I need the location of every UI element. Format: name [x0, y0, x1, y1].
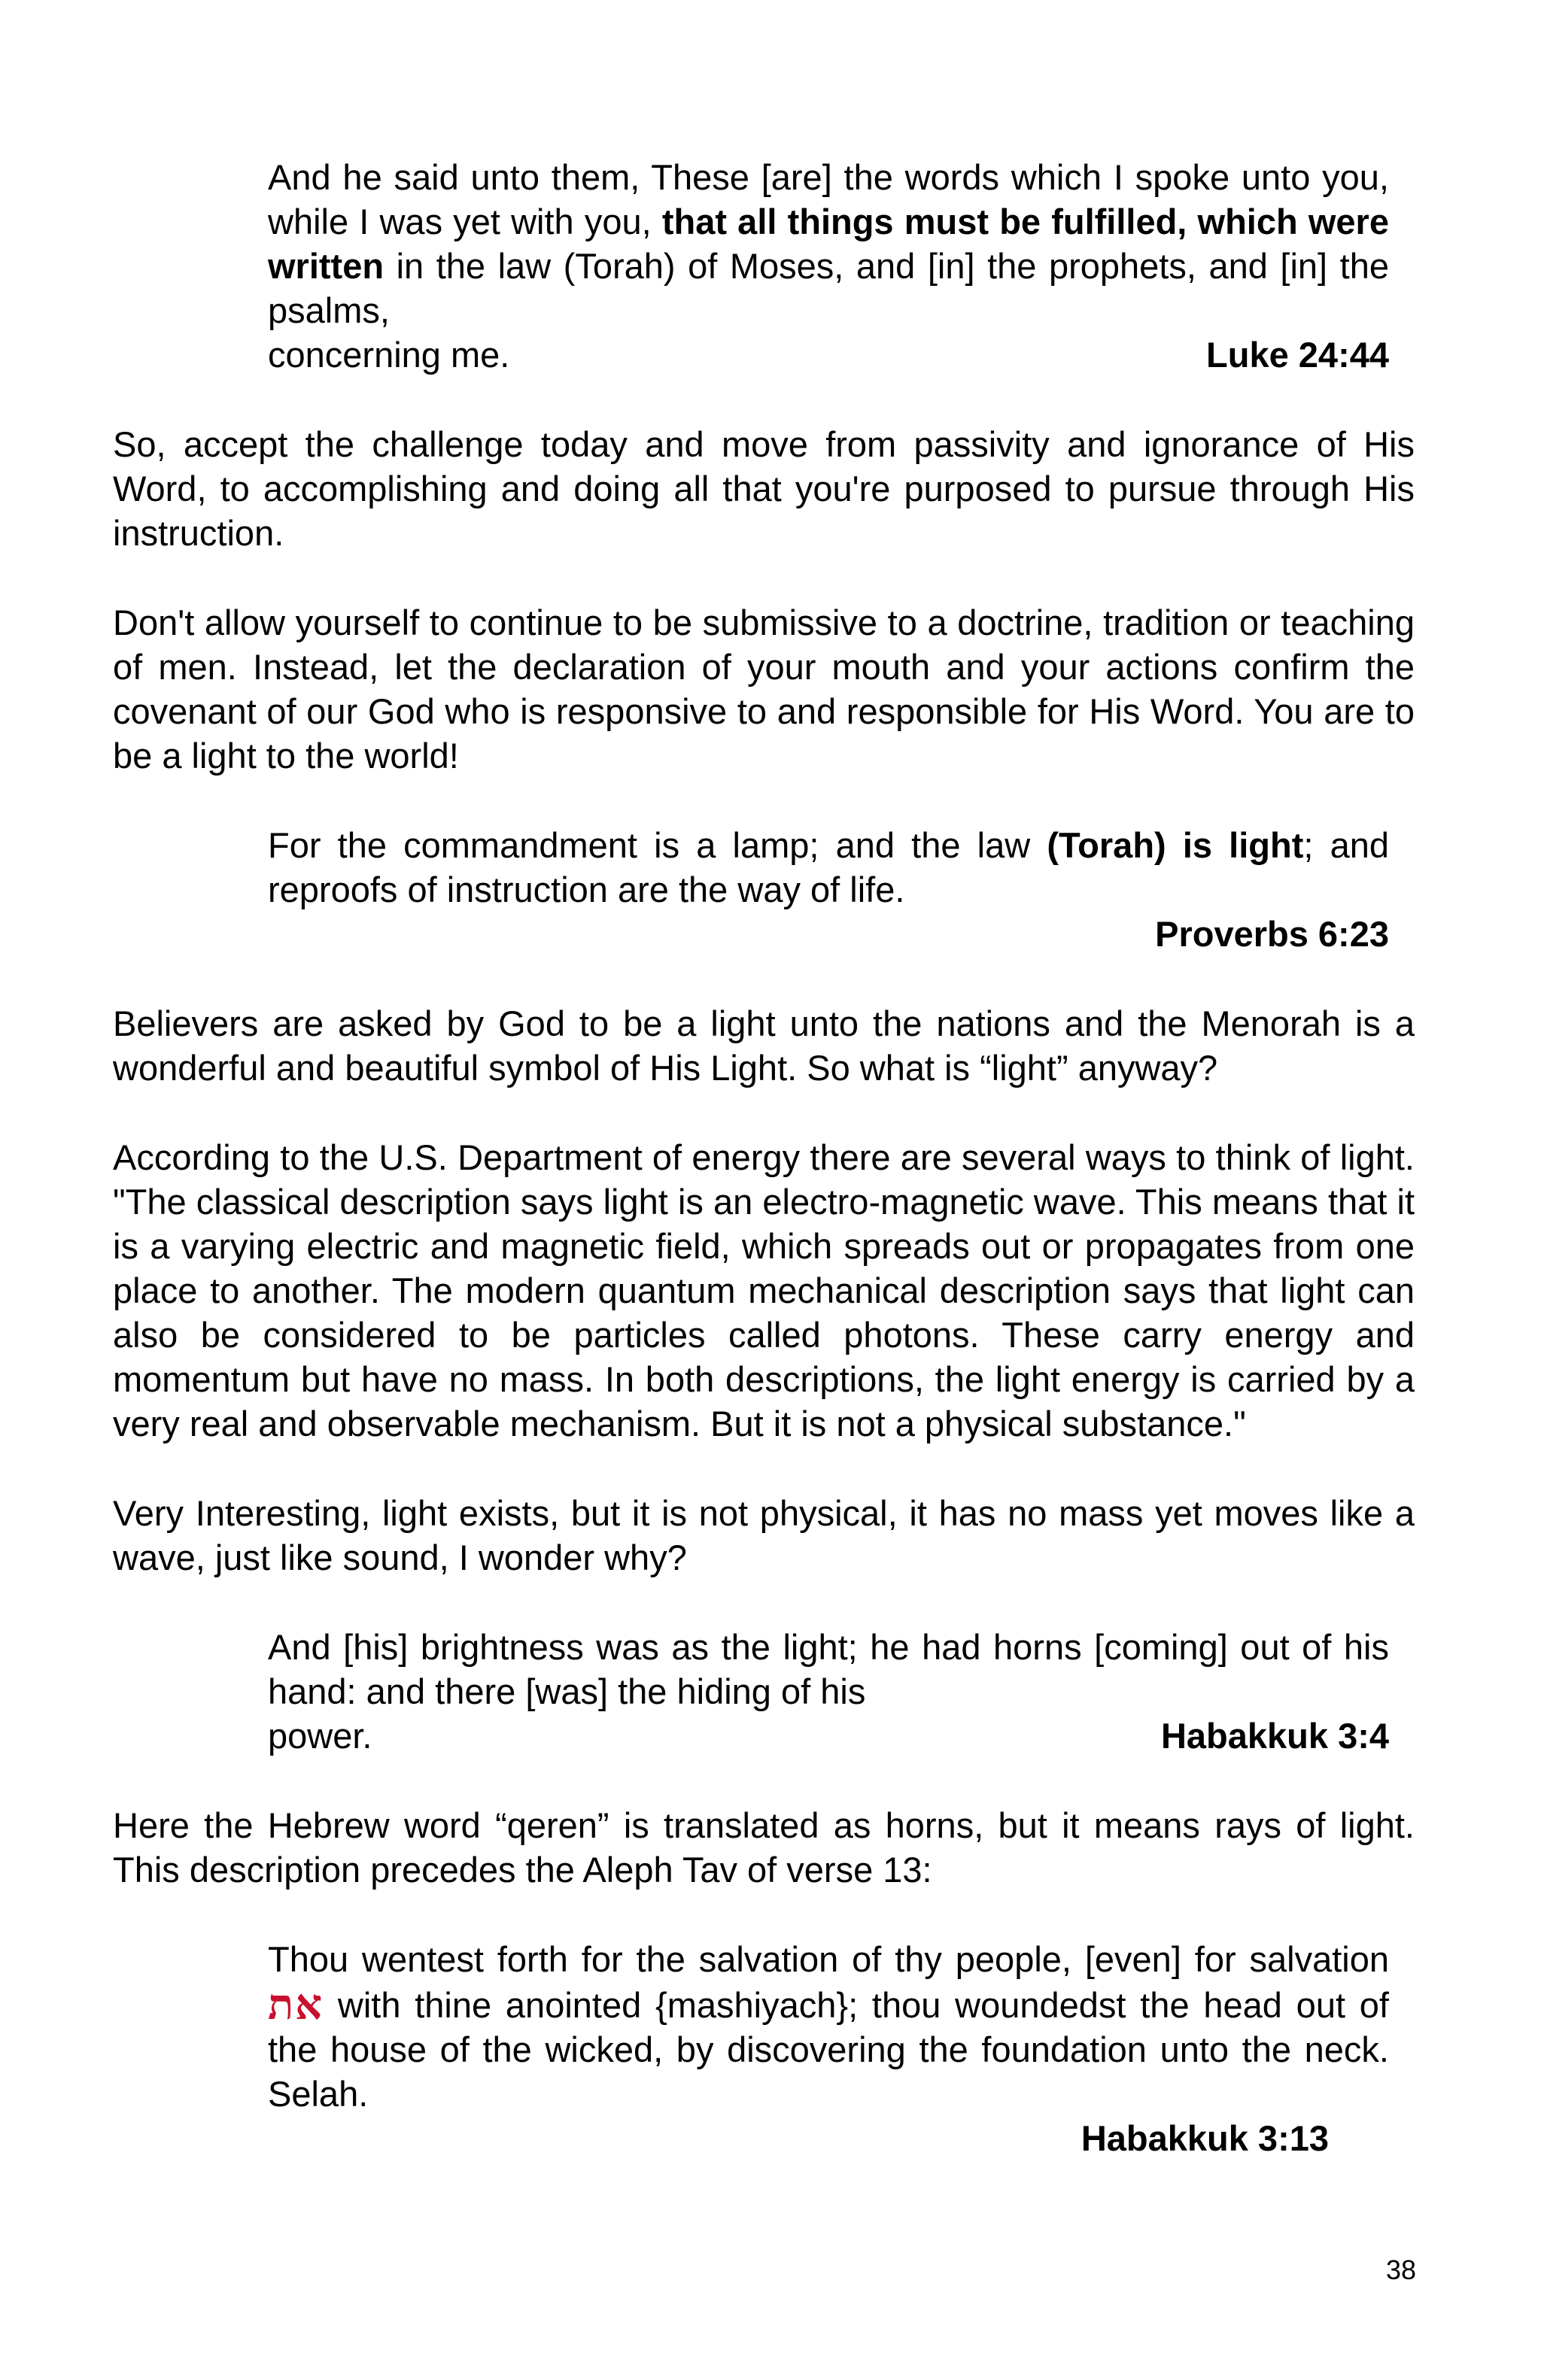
- quote-text: power.: [268, 1716, 372, 1756]
- quote-text: And he said unto them, These [are] the words which I spoke unto you, while I was yet with you,: [268, 157, 1389, 241]
- scripture-quote-habakkuk-3-4: [268, 1625, 1389, 1758]
- scripture-reference: Habakkuk 3:4: [1160, 1716, 1389, 1756]
- quote-text: with thine anointed {mashiyach}; thou woundedst the head out of the house of the wicked, by discovering the foundation unto the neck. Selah.: [268, 1985, 1389, 2114]
- quote-text: For the commandment is a lamp; and the law: [268, 825, 1047, 865]
- quote-last-line: [268, 1714, 1389, 1758]
- page-content: [113, 155, 1415, 2160]
- scripture-reference: Luke 24:44: [1206, 335, 1389, 375]
- quote-text: Thou wentest forth for the salvation of thy people, [even] for salvation: [268, 1939, 1389, 1979]
- quote-text: And [his] brightness was as the light; he had horns [coming] out of his hand: and there [was] the hiding of his: [268, 1627, 1389, 1711]
- quote-last-line: [268, 332, 1389, 377]
- scripture-reference: Proverbs 6:23: [1155, 914, 1389, 954]
- body-paragraph: Here the Hebrew word “qeren” is translated as horns, but it means rays of light. This description precedes the Aleph Tav of verse 13:: [113, 1805, 1415, 1890]
- body-paragraph: Very Interesting, light exists, but it is not physical, it has no mass yet moves like a wave, just like sound, I wonder why?: [113, 1493, 1415, 1577]
- body-paragraph: According to the U.S. Department of energy there are several ways to think of light. "The classical description says light is an electro-magnetic wave. This means that it is a varying electric and magnetic field, which spreads out or propagates from one place to another. The modern quantum mechanical description says that light can also be considered to be particles called photons. These carry energy and momentum but have no mass. In both descriptions, the light energy is carried by a very real and observable mechanism. But it is not a physical substance.": [113, 1137, 1415, 1443]
- aleph-tav-hebrew-glyph: את: [268, 1980, 324, 2029]
- quote-text: concerning me.: [268, 335, 510, 375]
- quote-text: in the law (Torah) of Moses, and [in] the prophets, and [in] the psalms,: [268, 246, 1389, 330]
- quote-text: ; and reproofs of instruction are the way of life.: [268, 825, 1389, 909]
- scripture-quote-habakkuk-3-13: [268, 1937, 1389, 2160]
- page-number: 38: [1385, 2254, 1416, 2285]
- quote-bold-text: (Torah) is light: [1047, 825, 1304, 865]
- body-paragraph: So, accept the challenge today and move from passivity and ignorance of His Word, to accomplishing and doing all that you're purposed to pursue through His instruction.: [113, 424, 1415, 553]
- body-paragraph: Believers are asked by God to be a light unto the nations and the Menorah is a wonderful and beautiful symbol of His Light. So what is “light” anyway?: [113, 1003, 1415, 1088]
- body-paragraph: Don't allow yourself to continue to be submissive to a doctrine, tradition or teaching of men. Instead, let the declaration of your mouth and your actions confirm the covenant of our God who is responsive to and responsible for His Word. You are to be a light to the world!: [113, 603, 1415, 776]
- scripture-quote-luke: [268, 155, 1389, 377]
- scripture-reference: Habakkuk 3:13: [1081, 2118, 1329, 2158]
- scripture-quote-proverbs: [268, 823, 1389, 956]
- quote-bold-text: that all things must be fulfilled, which were written: [268, 202, 1389, 286]
